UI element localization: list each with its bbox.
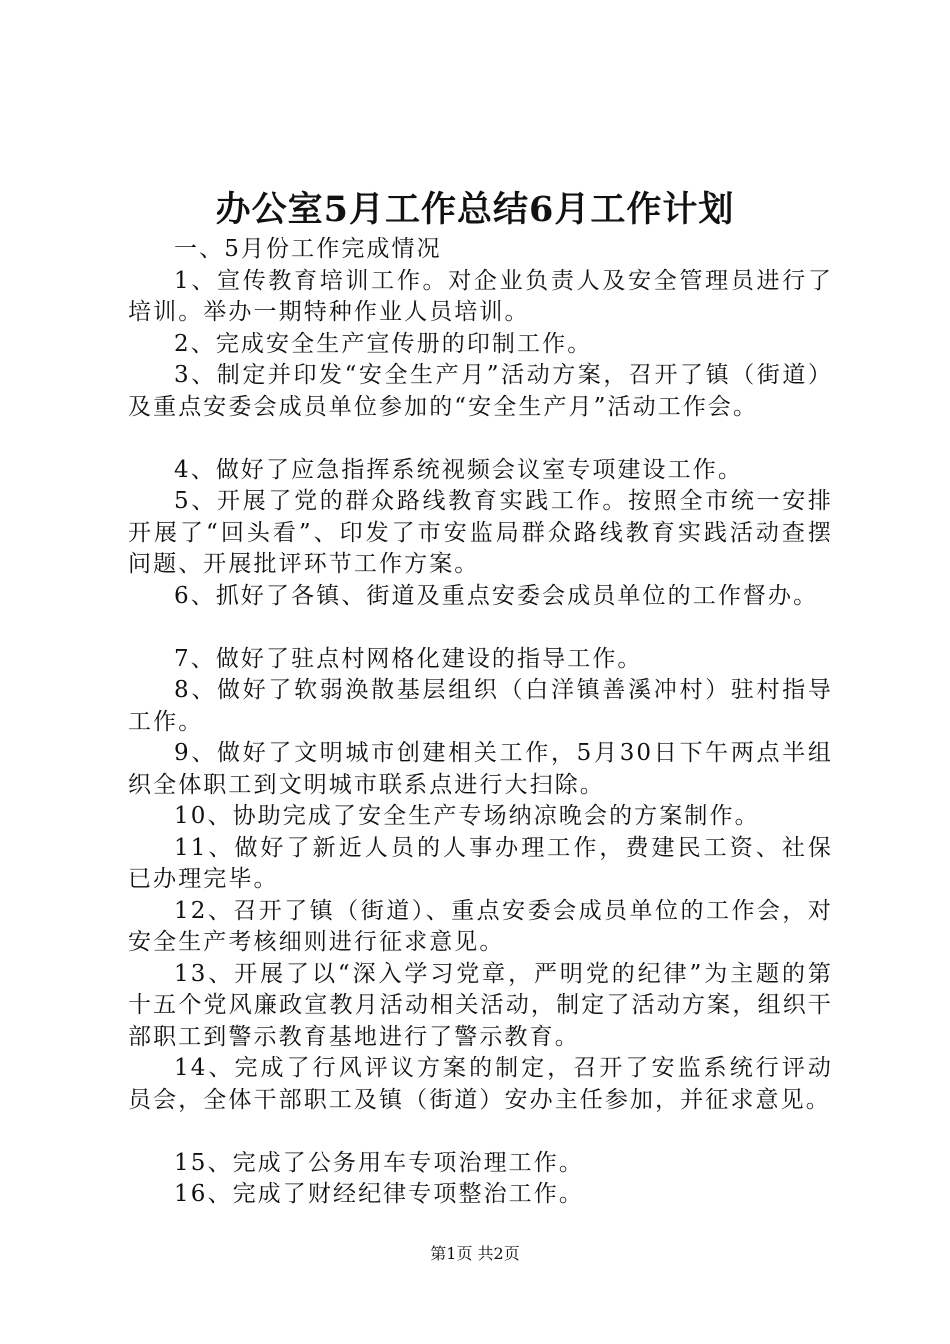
section-heading: 一、5月份工作完成情况 xyxy=(174,236,442,262)
list-item: 2、完成安全生产宣传册的印制工作。 xyxy=(174,330,593,357)
document-title: 办公室5月工作总结6月工作计划 xyxy=(215,189,735,230)
list-item: 11、做好了新近人员的人事办理工作，费建民工资、社保已办理完毕。 xyxy=(128,834,833,892)
list-item: 15、完成了公务用车专项治理工作。 xyxy=(174,1149,584,1176)
list-item: 1、宣传教育培训工作。对企业负责人及安全管理员进行了培训。举办一期特种作业人员培训。 xyxy=(128,267,833,325)
list-item: 5、开展了党的群众路线教育实践工作。按照全市统一安排开展了“回头看”、印发了市安监局群众路线教育实践活动查摆问题、开展批评环节工作方案。 xyxy=(128,488,833,577)
list-item: 9、做好了文明城市创建相关工作，5月30日下午两点半组织全体职工到文明城市联系点进行大扫除。 xyxy=(128,740,833,798)
list-item: 16、完成了财经纪律专项整治工作。 xyxy=(174,1181,584,1207)
list-item: 6、抓好了各镇、街道及重点安委会成员单位的工作督办。 xyxy=(174,582,819,609)
document-body xyxy=(128,234,833,1211)
list-item: 4、做好了应急指挥系统视频会议室专项建设工作。 xyxy=(174,456,743,483)
list-item: 7、做好了驻点村网格化建设的指导工作。 xyxy=(174,645,643,672)
list-item: 10、协助完成了安全生产专场纳凉晚会的方案制作。 xyxy=(174,803,760,829)
list-item: 13、开展了以“深入学习党章，严明党的纪律”为主题的第十五个党风廉政宣教月活动相关活动，制定了活动方案，组织干部职工到警示教育基地进行了警示教育。 xyxy=(128,960,833,1050)
list-item: 8、做好了软弱涣散基层组织（白洋镇善溪冲村）驻村指导工作。 xyxy=(128,677,833,735)
list-item: 14、完成了行风评议方案的制定，召开了安监系统行评动员会，全体干部职工及镇（街道）安办主任参加，并征求意见。 xyxy=(128,1055,833,1113)
list-item: 12、召开了镇（街道）、重点安委会成员单位的工作会，对安全生产考核细则进行征求意见。 xyxy=(128,897,833,955)
page-number-footer: 第1页 共2页 xyxy=(430,1244,520,1263)
list-item: 3、制定并印发“安全生产月”活动方案，召开了镇（街道）及重点安委会成员单位参加的“安全生产月”活动工作会。 xyxy=(128,362,833,420)
